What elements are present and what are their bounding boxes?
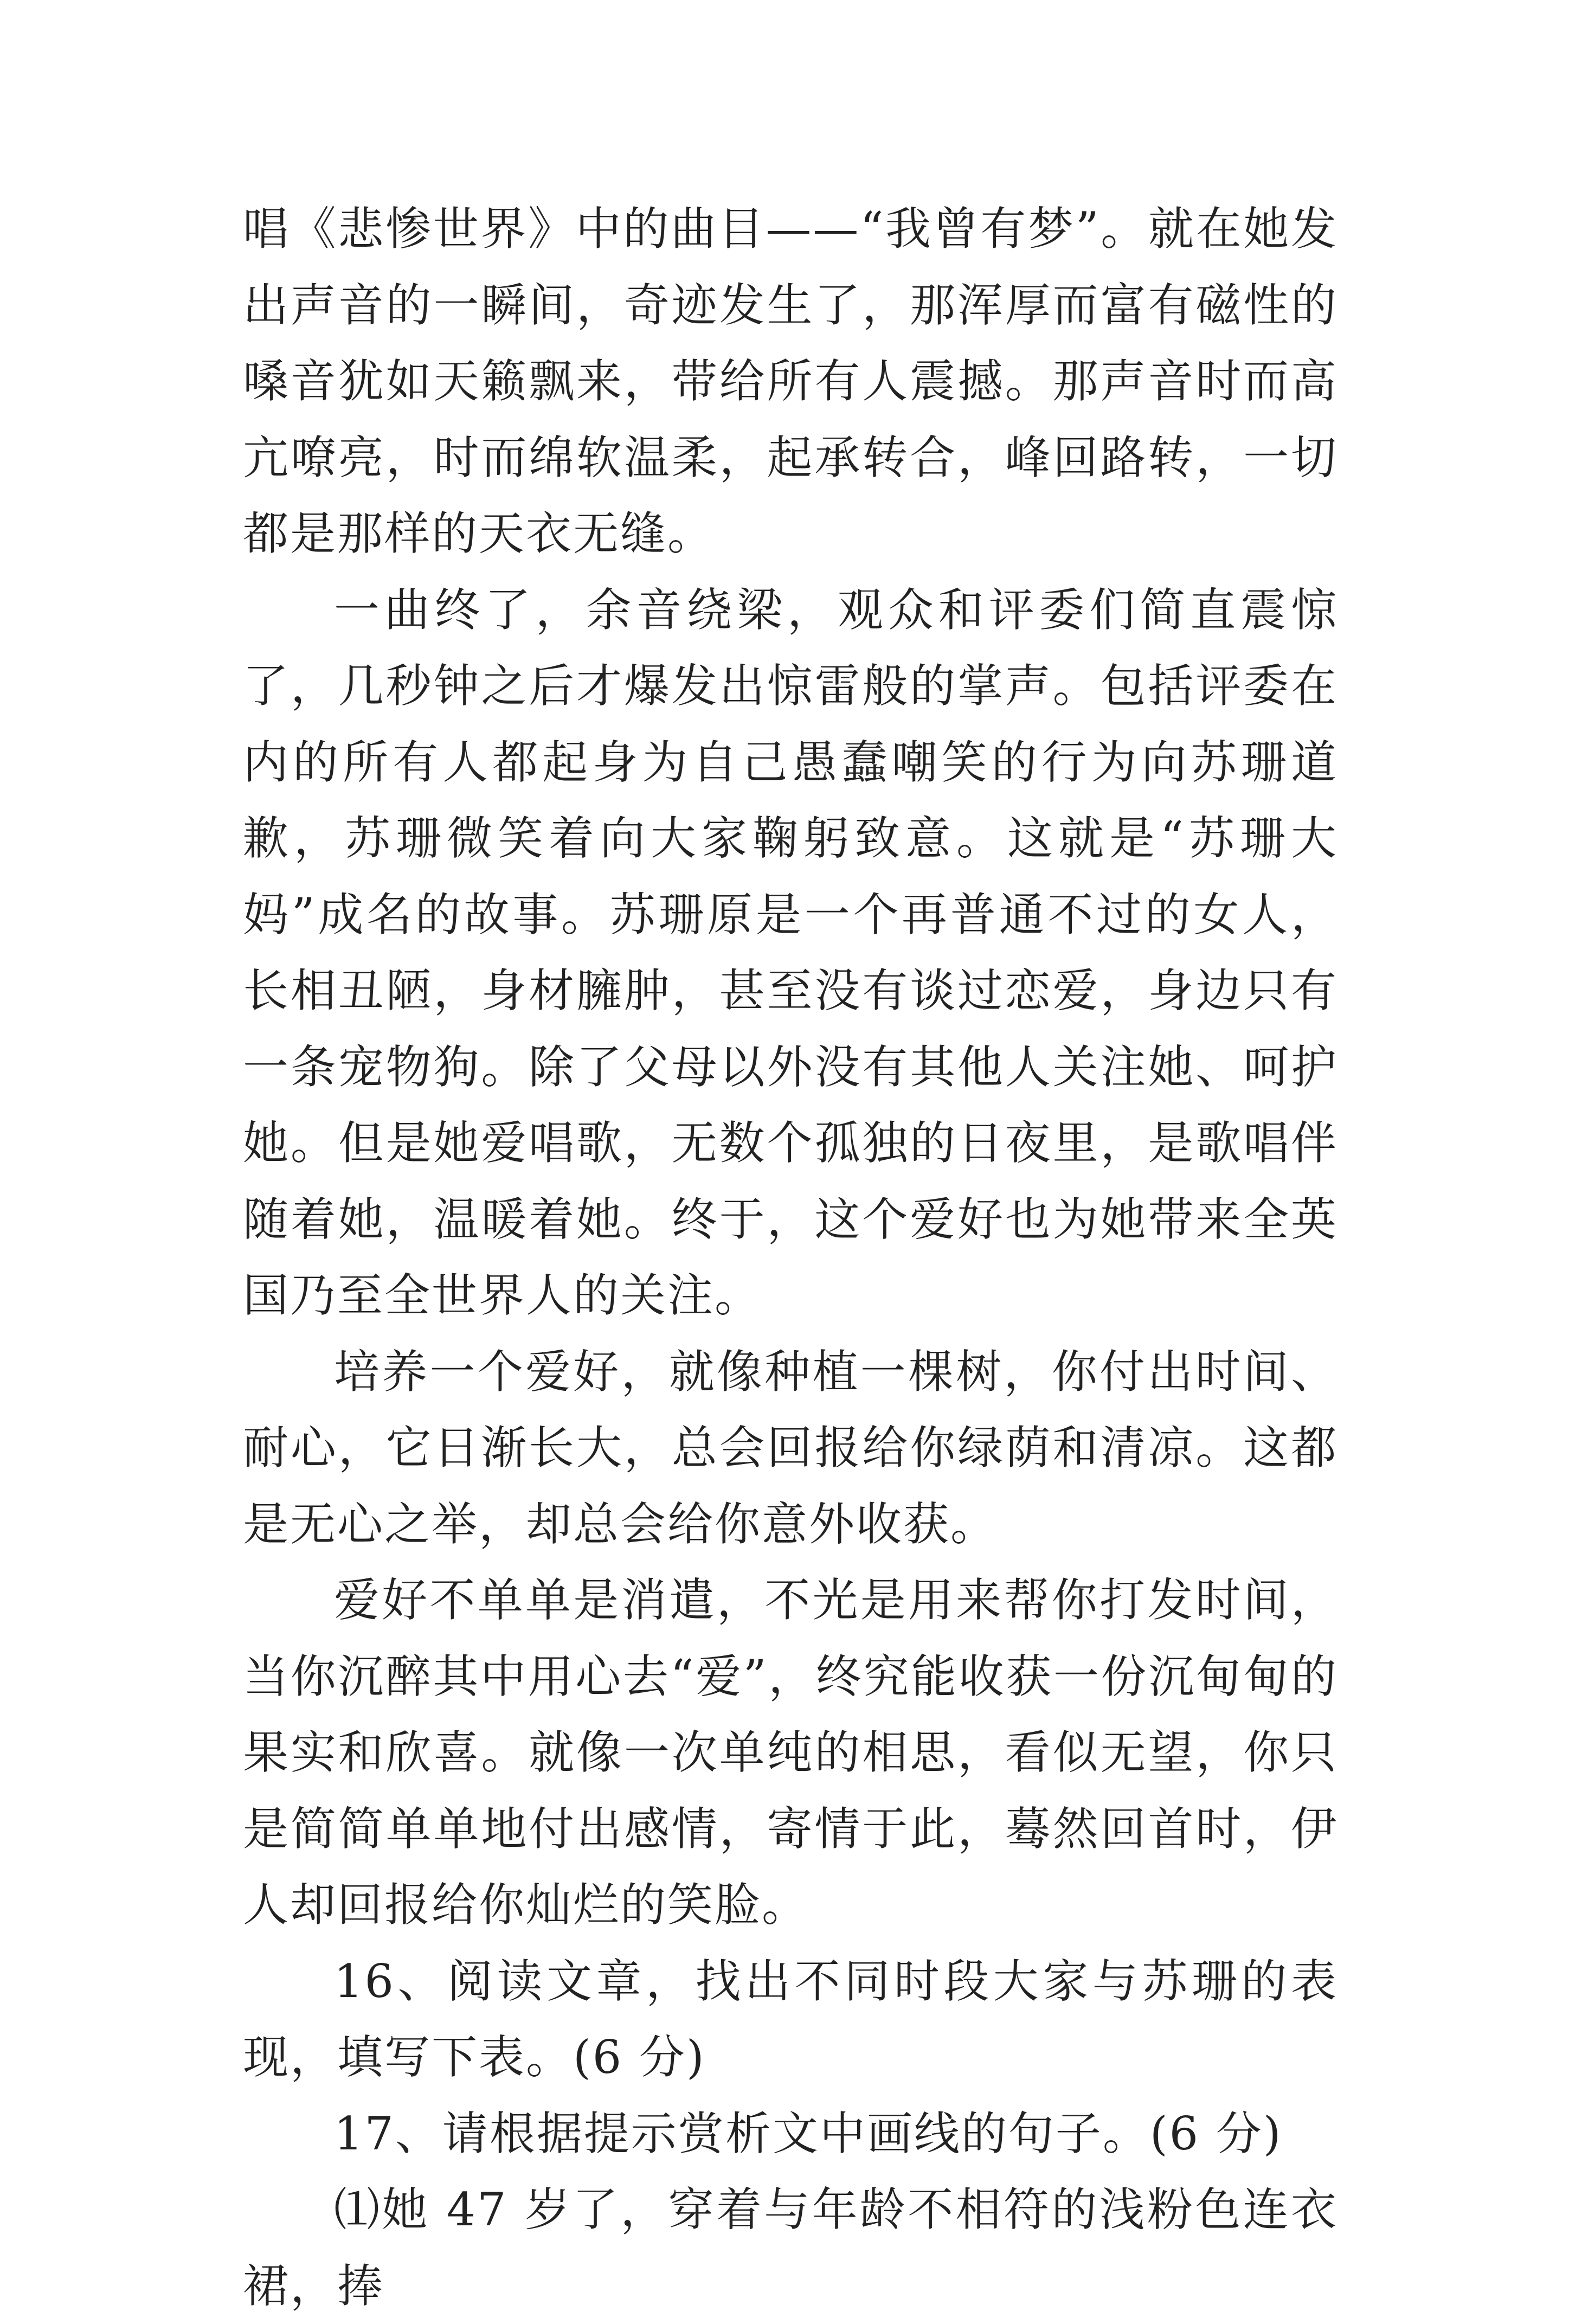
paragraph: 培养一个爱好，就像种植一棵树，你付出时间、耐心，它日渐长大，总会回报给你绿荫和清凉。这都是无心之举，却总会给你意外收获。 [243, 1345, 1338, 1551]
question-17: 17、请根据提示赏析文中画线的句子。(6 分) [334, 2107, 1283, 2160]
paragraph: 爱好不单单是消遣，不光是用来帮你打发时间，当你沉醉其中用心去“爱”，终究能收获一份沉甸甸的果实和欣喜。就像一次单纯的相思，看似无望，你只是简简单单地付出感情，寄情于此，蓦然回首时，伊人却回报给你灿烂的笑脸。 [243, 1574, 1338, 1931]
paragraph-continuation: 唱《悲惨世界》中的曲目——“我曾有梦”。就在她发出声音的一瞬间，奇迹发生了，那浑厚而富有磁性的嗓音犹如天籁飘来，带给所有人震撼。那声音时而高亢嘹亮，时而绵软温柔，起承转合，峰回路转，一切都是那样的天衣无缝。 [243, 202, 1338, 560]
paragraph: 一曲终了，余音绕梁，观众和评委们简直震惊了，几秒钟之后才爆发出惊雷般的掌声。包括评委在内的所有人都起身为自己愚蠢嘲笑的行为向苏珊道歉，苏珊微笑着向大家鞠躬致意。这就是“苏珊大妈”成名的故事。苏珊原是一个再普通不过的女人，长相丑陋，身材臃肿，甚至没有谈过恋爱，身边只有一条宠物狗。除了父母以外没有其他人关注她、呵护她。但是她爱唱歌，无数个孤独的日夜里，是歌唱伴随着她，温暖着她。终于，这个爱好也为她带来全英国乃至全世界人的关注。 [243, 583, 1338, 1322]
question-17-item-1: ⑴她 47 岁了，穿着与年龄不相符的浅粉色连衣裙，捧 [243, 2183, 1338, 2313]
article-body [243, 191, 1338, 2324]
question-16: 16、阅读文章，找出不同时段大家与苏珊的表现，填写下表。(6 分) [243, 1954, 1338, 2084]
